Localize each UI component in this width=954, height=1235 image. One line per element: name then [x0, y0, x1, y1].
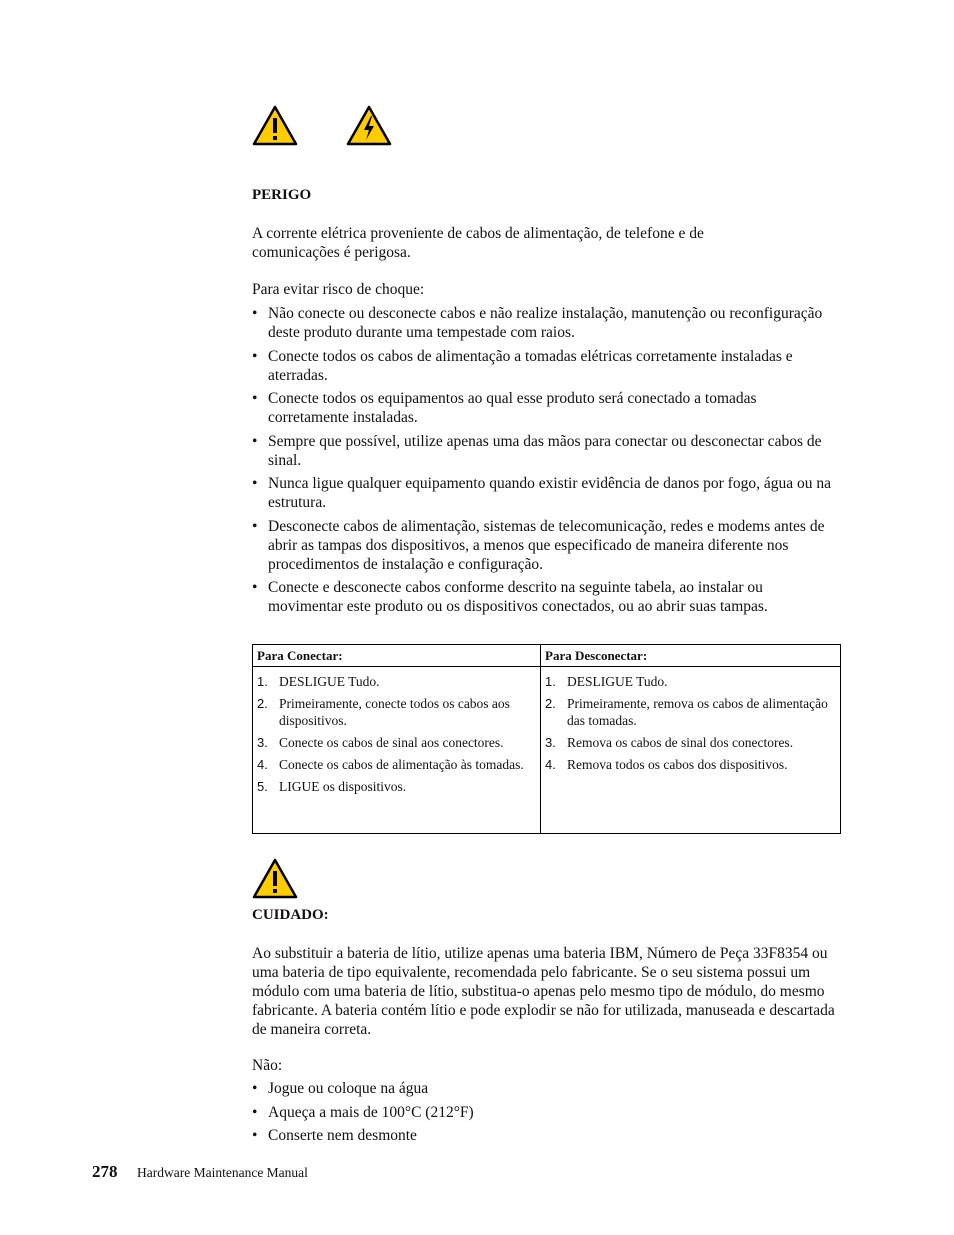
page-number: 278 — [92, 1162, 118, 1181]
list-item: • Conecte todos os cabos de alimentação a tomadas elétricas corretamente instaladas e aterradas. — [252, 347, 838, 385]
list-item: • Não conecte ou desconecte cabos e não realize instalação, manutenção ou reconfiguração deste produto durante uma tempestade com raios. — [252, 304, 838, 342]
list-item: 3. Conecte os cabos de sinal aos conectores. — [257, 735, 504, 750]
list-item: • Conecte todos os equipamentos ao qual esse produto será conectado a tomadas corretamente instaladas. — [252, 389, 838, 427]
caution-list — [252, 1079, 838, 1150]
list-item: • Conserte nem desmonte — [252, 1126, 838, 1145]
connect-header: Para Conectar: — [253, 645, 541, 667]
list-item: 5. LIGUE os dispositivos. — [257, 779, 407, 794]
list-item: 1. DESLIGUE Tudo. — [545, 674, 668, 689]
electrical-hazard-icon — [346, 105, 392, 146]
list-item: • Conecte e desconecte cabos conforme descrito na seguinte tabela, ao instalar ou movimentar este produto ou os dispositivos conectados, ou ao abrir suas tampas. — [252, 578, 838, 616]
danger-intro: A corrente elétrica proveniente de cabos de alimentação, de telefone e de comunicações é perigosa. — [252, 225, 704, 261]
disconnect-header: Para Desconectar: — [541, 645, 841, 667]
warning-exclamation-icon — [252, 858, 298, 899]
disconnect-steps — [545, 673, 836, 773]
danger-list — [252, 304, 838, 621]
list-item: 1. DESLIGUE Tudo. — [257, 674, 380, 689]
list-item: • Aqueça a mais de 100°C (212°F) — [252, 1103, 838, 1122]
danger-lead: Para evitar risco de choque: — [252, 281, 425, 298]
cable-connection-table — [252, 644, 841, 834]
list-item: 4. Conecte os cabos de alimentação às tomadas. — [257, 757, 524, 772]
caution-heading: CUIDADO: — [252, 907, 329, 923]
list-item: • Jogue ou coloque na água — [252, 1079, 838, 1098]
list-item: • Desconecte cabos de alimentação, sistemas de telecomunicação, redes e modems antes de abrir as tampas dos dispositivos, a menos que especificado de maneira diferente nos procedimentos de instalação e configuração. — [252, 517, 838, 574]
list-item: 2. Primeiramente, conecte todos os cabos aos dispositivos. — [257, 696, 510, 728]
list-item: 4. Remova todos os cabos dos dispositivos. — [545, 757, 788, 772]
list-item: • Sempre que possível, utilize apenas uma das mãos para conectar ou desconectar cabos de sinal. — [252, 432, 838, 470]
manual-title: Hardware Maintenance Manual — [137, 1165, 308, 1180]
connect-steps-cell — [253, 667, 541, 834]
list-item: • Nunca ligue qualquer equipamento quando existir evidência de danos por fogo, água ou na estrutura. — [252, 474, 838, 512]
caution-body: Ao substituir a bateria de lítio, utilize apenas uma bateria IBM, Número de Peça 33F8354 ou uma bateria de tipo equivalente, recomendada pelo fabricante. Se o seu sistema possui um módulo com uma bateria de lítio, substitua-o apenas pelo mesmo tipo de módulo, do mesmo fabricante. A bateria contém lítio e pode explodir se não for utilizada, manuseada e descartada de maneira correta. — [252, 945, 835, 1038]
list-item: 3. Remova os cabos de sinal dos conectores. — [545, 735, 794, 750]
danger-heading: PERIGO — [252, 187, 312, 203]
disconnect-steps-cell — [541, 667, 841, 834]
connect-steps — [257, 673, 536, 795]
warning-exclamation-icon — [252, 105, 298, 146]
caution-lead: Não: — [252, 1057, 283, 1074]
list-item: 2. Primeiramente, remova os cabos de alimentação das tomadas. — [545, 696, 828, 728]
